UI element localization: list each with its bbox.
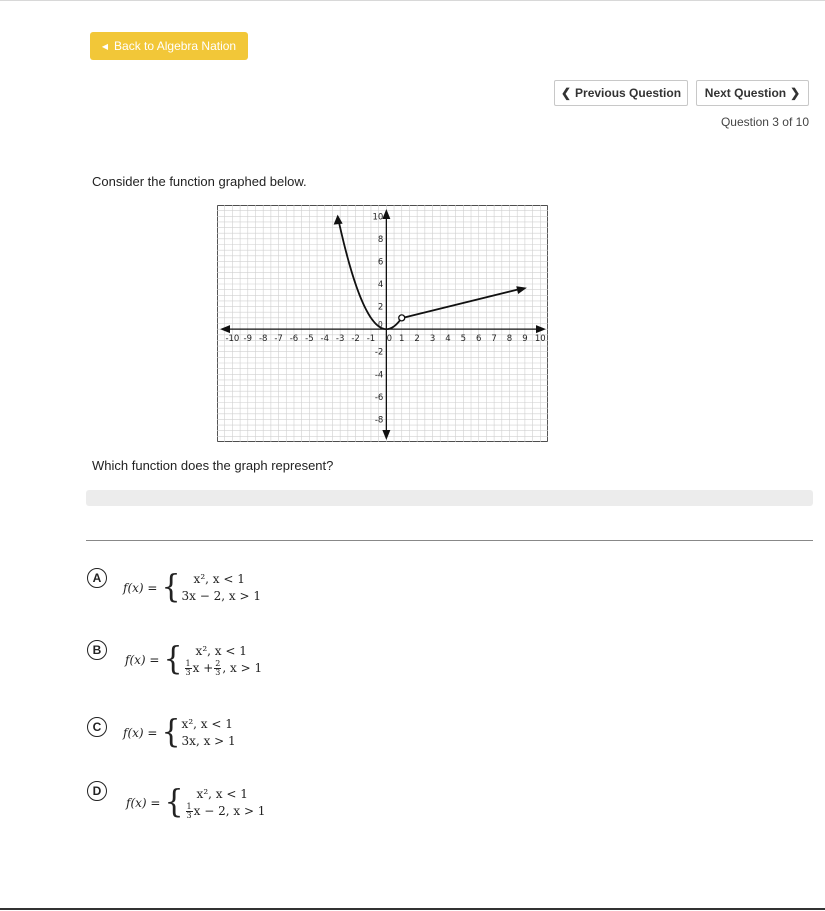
x-tick-label: 2 — [414, 334, 420, 345]
choice-b-lhs: f(x) = — [125, 653, 160, 667]
choice-a-lhs: f(x) = — [123, 581, 158, 595]
choice-b-case1: x², x < 1 — [195, 644, 247, 658]
x-tick-label: 7 — [491, 334, 497, 345]
function-graph — [217, 205, 548, 442]
choice-c-case2: 3x, x > 1 — [181, 734, 236, 748]
answer-status-bar — [86, 490, 813, 506]
chevron-left-icon: ❮ — [560, 86, 572, 100]
problem-prompt: Consider the function graphed below. — [92, 174, 307, 189]
y-tick-label: -8 — [374, 415, 384, 426]
x-tick-label: -8 — [258, 334, 268, 345]
x-tick-label: 10 — [534, 334, 546, 345]
y-tick-label: 0 — [377, 320, 383, 330]
x-tick-label: -3 — [335, 334, 345, 345]
x-tick-label: -2 — [351, 334, 360, 345]
choice-c-case1: x², x < 1 — [181, 717, 233, 731]
brace-icon: { — [164, 784, 184, 821]
chevron-right-icon: ❯ — [790, 86, 801, 100]
x-tick-label: -10 — [225, 334, 240, 345]
choice-a-formula[interactable] — [123, 571, 261, 605]
choice-d-lhs: f(x) = — [126, 796, 161, 810]
x-tick-label: 6 — [476, 334, 482, 345]
x-tick-label: -9 — [243, 334, 253, 345]
y-tick-label: -6 — [374, 392, 384, 403]
back-button-label: Back to Algebra Nation — [114, 39, 237, 53]
question-text: Which function does the graph represent? — [92, 458, 334, 473]
choice-d-case1: x², x < 1 — [196, 787, 248, 801]
previous-button-label: Previous Question — [575, 86, 682, 100]
y-tick-label: 6 — [377, 257, 384, 268]
x-tick-label: 4 — [445, 334, 451, 345]
fraction: $\frac{2}{3}$ — [215, 659, 221, 677]
previous-question-button[interactable] — [554, 80, 688, 106]
choice-b-case2: $\frac{1}{3}$ x + $\frac{2}{3}$ , x > 1 — [185, 659, 263, 677]
choice-c-formula[interactable] — [123, 716, 236, 750]
x-tick-label: -5 — [305, 334, 314, 345]
choice-d-formula[interactable] — [126, 786, 265, 820]
choice-c-letter[interactable]: C — [87, 717, 107, 737]
next-button-label: Next Question — [704, 86, 787, 100]
fraction: $\frac{1}{3}$ — [185, 659, 191, 677]
top-divider — [0, 0, 825, 1]
x-tick-label: -6 — [289, 334, 299, 345]
x-tick-label: -1 — [366, 334, 376, 345]
section-divider — [86, 540, 813, 541]
choice-d-case2: $\frac{1}{3}$ x − 2, x > 1 — [186, 802, 266, 820]
y-tick-label: 2 — [377, 302, 384, 313]
next-question-button[interactable] — [696, 80, 809, 106]
question-counter: Question 3 of 10 — [720, 115, 809, 129]
choice-a-case1: x², x < 1 — [193, 572, 245, 586]
x-tick-label: -7 — [274, 334, 283, 345]
y-tick-label: 8 — [377, 234, 384, 245]
choice-b-letter[interactable]: B — [87, 640, 107, 660]
brace-icon: { — [161, 714, 181, 751]
choice-a-case2: 3x − 2, x > 1 — [181, 589, 261, 603]
x-tick-label: 3 — [429, 334, 436, 345]
x-tick-label: 0 — [386, 334, 393, 345]
open-circle-point — [399, 315, 405, 321]
x-tick-label: 1 — [399, 334, 405, 345]
caret-left-icon: ◀ — [101, 41, 109, 51]
choice-b-formula[interactable] — [125, 643, 262, 677]
fraction: $\frac{1}{3}$ — [186, 802, 192, 820]
x-tick-label: 9 — [522, 334, 528, 345]
brace-icon: { — [161, 569, 181, 606]
bottom-divider — [0, 908, 825, 910]
y-tick-label: -2 — [374, 347, 384, 358]
y-tick-label: -4 — [374, 370, 384, 381]
y-tick-label: 10 — [372, 212, 384, 223]
x-tick-label: 5 — [460, 334, 467, 345]
x-tick-label: 8 — [506, 334, 513, 345]
back-to-algebra-nation-button[interactable] — [90, 32, 248, 60]
choice-a-letter[interactable]: A — [87, 568, 107, 588]
choice-d-letter[interactable]: D — [87, 781, 107, 801]
brace-icon: { — [163, 641, 183, 678]
x-tick-label: -4 — [320, 334, 330, 345]
choice-c-lhs: f(x) = — [123, 726, 158, 740]
y-tick-label: 4 — [377, 280, 384, 290]
